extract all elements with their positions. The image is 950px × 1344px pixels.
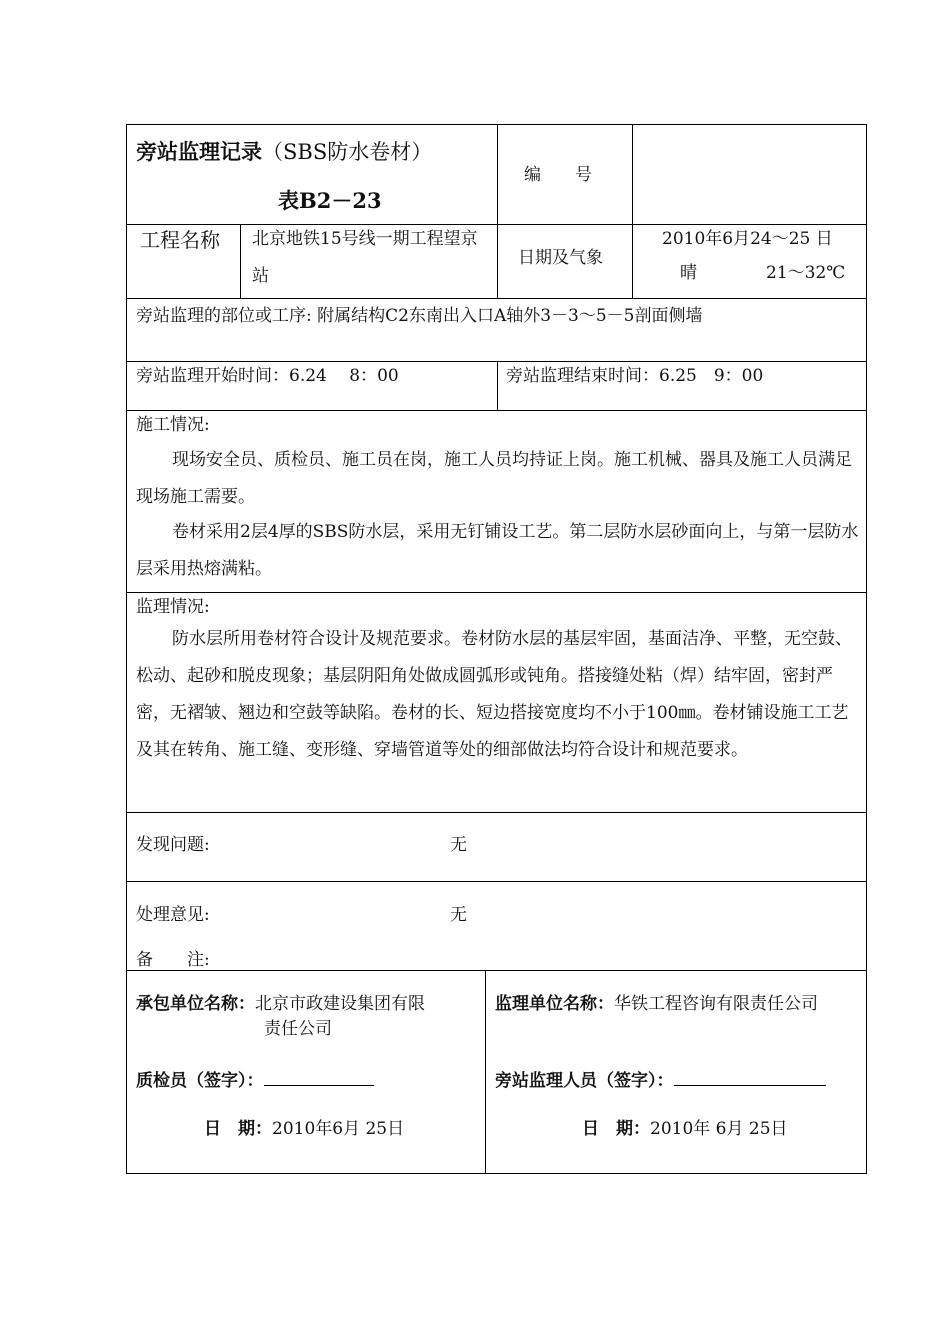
supervisor-person-label: 旁站监理人员（签字）： xyxy=(495,1071,674,1091)
contractor-date-label: 日 期： xyxy=(204,1119,272,1139)
supervision-label: 监理情况: xyxy=(136,597,210,617)
supervisor-signature-line[interactable] xyxy=(674,1069,826,1086)
project-name-label: 工程名称 xyxy=(140,228,220,252)
col-divider xyxy=(497,361,498,410)
supervisor-label: 监理单位名称： xyxy=(495,994,614,1014)
issues-label: 发现问题: xyxy=(136,835,210,855)
project-name-line2: 站 xyxy=(252,266,269,286)
contractor-date-value: 2010年6月 25日 xyxy=(272,1119,405,1139)
supervisor-date-value: 2010年 6月 25日 xyxy=(650,1119,788,1139)
handling-value: 无 xyxy=(450,905,467,925)
number-label: 编 号 xyxy=(524,165,592,185)
form-title xyxy=(136,140,432,164)
form-title-normal: （SBS防水卷材） xyxy=(262,140,433,164)
inspector-signature xyxy=(136,1069,374,1091)
contractor-date xyxy=(204,1119,404,1139)
contractor-label: 承包单位名称： xyxy=(136,994,255,1014)
remarks-label: 备 注: xyxy=(136,950,210,970)
col-divider xyxy=(240,224,241,298)
col-divider xyxy=(632,124,633,298)
col-divider xyxy=(485,970,486,1174)
row-divider xyxy=(126,970,867,971)
supervisor-date-label: 日 期： xyxy=(582,1119,650,1139)
col-divider xyxy=(497,124,498,298)
construction-paragraph-2: 卷材采用2层4厚的SBS防水层，采用无钉铺设工艺。第二层防水层砂面向上，与第一层防水层采用热熔满粘。 xyxy=(136,522,859,579)
supervisor-name: 华铁工程咨询有限责任公司 xyxy=(614,994,818,1014)
date-weather-label: 日期及气象 xyxy=(518,248,603,268)
contractor-name-line1: 北京市政建设集团有限 xyxy=(255,994,425,1014)
table-number: 表B2－23 xyxy=(278,188,382,213)
temperature-value: 21～32℃ xyxy=(766,263,846,283)
start-time: 旁站监理开始时间：6.24 8：00 xyxy=(136,366,399,386)
handling-label: 处理意见: xyxy=(136,905,210,925)
form-title-bold: 旁站监理记录 xyxy=(136,139,262,164)
supervision-paragraph: 防水层所用卷材符合设计及规范要求。卷材防水层的基层牢固，基面洁净、平整，无空鼓、松动、起砂和脱皮现象；基层阴阳角处做成圆弧形或钝角。搭接缝处粘（焊）结牢固，密封严密，无褶皱、翘边和空鼓等缺陷。卷材的长、短边搭接宽度均不小于100㎜。卷材铺设施工工艺及其在转角、施工缝、变形缝、穿墙管道等处的细部做法均符合设计和规范要求。 xyxy=(136,629,852,760)
supervision-location: 旁站监理的部位或工序: 附属结构C2东南出入口A轴外3－3～5－5剖面侧墙 xyxy=(136,306,703,326)
construction-label: 施工情况: xyxy=(136,415,210,435)
contractor-block xyxy=(136,994,425,1014)
row-divider xyxy=(126,592,867,593)
supervisor-signature xyxy=(495,1069,826,1091)
end-time: 旁站监理结束时间：6.25 9：00 xyxy=(506,366,764,386)
row-divider xyxy=(126,881,867,882)
inspector-signature-line[interactable] xyxy=(264,1069,374,1086)
row-divider xyxy=(126,298,867,299)
row-divider xyxy=(126,410,867,411)
contractor-name-line2: 责任公司 xyxy=(264,1019,332,1039)
supervisor-block xyxy=(495,994,818,1014)
weather-value: 晴 xyxy=(680,263,697,283)
date-value: 2010年6月24～25 日 xyxy=(662,229,833,249)
issues-value: 无 xyxy=(450,835,467,855)
project-name-line1: 北京地铁15号线一期工程望京 xyxy=(252,229,478,249)
inspector-label: 质检员（签字）： xyxy=(136,1071,264,1091)
row-divider xyxy=(126,812,867,813)
supervisor-date xyxy=(582,1119,788,1139)
construction-paragraph-1: 现场安全员、质检员、施工员在岗，施工人员均持证上岗。施工机械、器具及施工人员满足现场施工需要。 xyxy=(136,450,852,507)
